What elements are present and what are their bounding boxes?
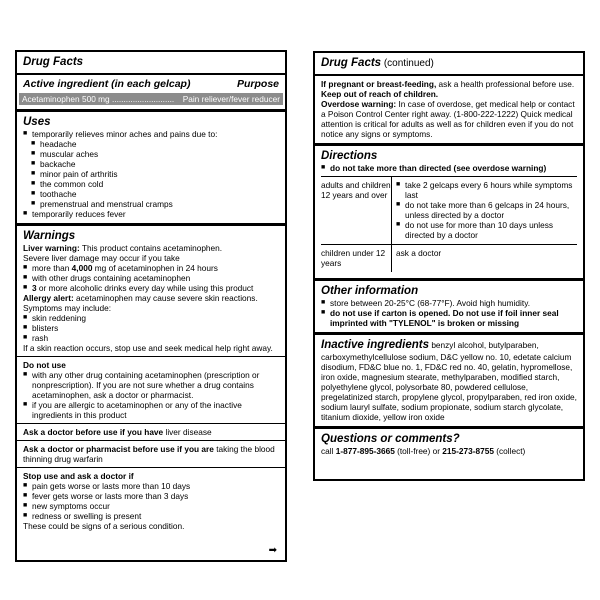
warnings-title: Warnings xyxy=(23,230,76,242)
overdose-text: In case of overdose, get medical help or contact a Poison Control Center right away. (1-800-222-1222) Quick medical attention is critical for adults as well as for children even if you do not notice any signs or symptoms. xyxy=(321,99,575,139)
directions-item: ■ take 2 gelcaps every 6 hours while symptoms last xyxy=(396,180,577,200)
uses-last: ■ temporarily reduces fever xyxy=(23,209,279,219)
active-ingredient-row xyxy=(19,93,283,105)
stop-use-item: ■ fever gets worse or lasts more than 3 days xyxy=(23,491,279,501)
uses-item: ■ the common cold xyxy=(31,179,279,189)
liver-item: ■ 3 or more alcoholic drinks every day while using this product xyxy=(23,283,279,293)
skin-reaction-note: If a skin reaction occurs, stop use and seek medical help right away. xyxy=(23,343,273,353)
directions-row xyxy=(321,245,577,272)
active-ingredient-header: Active ingredient (in each gelcap) xyxy=(23,78,191,90)
keep-out-of-reach: Keep out of reach of children. xyxy=(321,89,439,99)
uses-item: ■ toothache xyxy=(31,189,279,199)
liver-warning-text2: Severe liver damage may occur if you take xyxy=(23,253,180,263)
directions-text: ask a doctor xyxy=(396,248,442,258)
stop-use-item: ■ redness or swelling is present xyxy=(23,511,279,521)
ask-doctor-text: liver disease xyxy=(163,427,212,437)
liver-item: ■ with other drugs containing acetaminophen xyxy=(23,273,279,283)
pregnancy-text: ask a health professional before use. xyxy=(436,79,575,89)
directions-title: Directions xyxy=(321,150,378,162)
panel-title: Drug Facts xyxy=(321,57,382,69)
inactive-ingredients-section xyxy=(315,332,583,426)
symptom-item: ■ skin reddening xyxy=(23,313,279,323)
ask-pharmacist-text: taking the blood thinning drug warfarin xyxy=(23,444,275,464)
active-ingredient-section xyxy=(17,73,285,109)
symptom-item: ■ blisters xyxy=(23,323,279,333)
drug-facts-continued-panel xyxy=(313,51,585,481)
other-information-title: Other information xyxy=(321,285,419,297)
inactive-ingredients-text: benzyl alcohol, butylparaben, carboxymethylcellulose sodium, D&C yellow no. 10, edetate calcium disodium, FD&C blue no. 1, FD&C red no. 40, gelatin, hypromellose, iron oxide, magnesium stearate, methylparaben, modified starch, polyethylene glycol, polysorbate 80, powdered cellulose, pregelatinized starch, propylene glycol, propylparaben, red iron oxide, sodium lauryl sulfate, sodium propionate, sodium starch glycolate, titanium dioxide, yellow iron oxide xyxy=(321,340,577,422)
purpose-header: Purpose xyxy=(236,78,279,90)
directions-item: ■ do not use for more than 10 days unless directed by a doctor xyxy=(396,220,577,240)
toll-free-phone: 1-877-895-3665 xyxy=(335,446,395,456)
directions-age-label: children under 12 years xyxy=(321,245,392,272)
do-not-use-title: Do not use xyxy=(23,360,66,370)
stop-use-item: ■ pain gets worse or lasts more than 10 days xyxy=(23,481,279,491)
do-not-use-item: ■ if you are allergic to acetaminophen or any of the inactive ingredients in this product xyxy=(23,400,279,420)
active-ingredient-name: Acetaminophen 500 mg xyxy=(22,94,110,104)
liver-item: ■ more than 4,000 mg of acetaminophen in 24 hours xyxy=(23,263,279,273)
allergy-alert-text: acetaminophen may cause severe skin reactions. xyxy=(73,293,258,303)
leader-dots: ........................... xyxy=(111,94,175,104)
do-not-use-section xyxy=(17,356,285,420)
active-ingredient-purpose: Pain reliever/fever reducer xyxy=(182,94,280,104)
title-section xyxy=(17,52,285,73)
uses-item: ■ premenstrual and menstrual cramps xyxy=(31,199,279,209)
uses-section xyxy=(17,109,285,223)
ask-doctor-label: Ask a doctor before use if you have xyxy=(23,427,164,437)
stop-use-title: Stop use and ask a doctor if xyxy=(23,471,134,481)
panel-title: Drug Facts xyxy=(23,56,84,68)
uses-item: ■ backache xyxy=(31,159,279,169)
panel-title-continued: (continued) xyxy=(381,58,434,69)
symptoms-intro: Symptoms may include: xyxy=(23,303,112,313)
uses-item: ■ headache xyxy=(31,139,279,149)
other-information-section xyxy=(315,278,583,332)
drug-facts-panel xyxy=(15,50,287,562)
uses-item: ■ minor pain of arthritis xyxy=(31,169,279,179)
uses-item: ■ muscular aches xyxy=(31,149,279,159)
other-information-item: ■ store between 20-25°C (68-77°F). Avoid high humidity. xyxy=(321,298,577,308)
pregnancy-label: If pregnant or breast-feeding, xyxy=(321,79,437,89)
uses-intro: ■ temporarily relieves minor aches and pains due to: xyxy=(23,129,279,139)
do-not-use-item: ■ with any other drug containing acetaminophen (prescription or nonprescription). If you are not sure whether a drug contains acetaminophen, ask a doctor or pharmacist. xyxy=(23,370,279,400)
other-information-item: ■ do not use if carton is opened. Do not use if foil inner seal imprinted with "TYLENOL" is broken or missing xyxy=(321,308,577,328)
uses-title: Uses xyxy=(23,116,51,128)
ask-pharmacist-label: Ask a doctor or pharmacist before use if you are xyxy=(23,444,214,454)
directions-row xyxy=(321,177,577,245)
liver-warning-label: Liver warning: xyxy=(23,243,80,253)
directions-table xyxy=(321,176,577,272)
overdose-label: Overdose warning: xyxy=(321,99,397,109)
symptom-item: ■ rash xyxy=(23,333,279,343)
uses-list xyxy=(23,139,279,209)
collect-phone: 215-273-8755 xyxy=(442,446,494,456)
questions-title: Questions or comments? xyxy=(321,433,460,445)
ask-pharmacist-section xyxy=(17,440,285,464)
stop-use-item: ■ new symptoms occur xyxy=(23,501,279,511)
inactive-ingredients-title: Inactive ingredients xyxy=(321,339,430,351)
continue-arrow-icon: ➡ xyxy=(268,545,277,556)
directions-age-label: adults and children 12 years and over xyxy=(321,177,392,244)
liver-warning-text: This product contains acetaminophen. xyxy=(79,243,223,253)
ask-doctor-section xyxy=(17,423,285,437)
title-section xyxy=(315,53,583,74)
pregnancy-section xyxy=(315,74,583,143)
stop-use-note: These could be signs of a serious condition. xyxy=(23,521,185,531)
directions-warning: ■ do not take more than directed (see overdose warning) xyxy=(321,163,577,173)
allergy-alert-label: Allergy alert: xyxy=(23,293,74,303)
questions-section: Questions or comments? call 1-877-895-3665 (toll-free) or 215-273-8755 (collect) xyxy=(315,426,583,460)
directions-section xyxy=(315,143,583,278)
stop-use-section xyxy=(17,467,285,531)
warnings-section xyxy=(17,223,285,535)
directions-item: ■ do not take more than 6 gelcaps in 24 hours, unless directed by a doctor xyxy=(396,200,577,220)
